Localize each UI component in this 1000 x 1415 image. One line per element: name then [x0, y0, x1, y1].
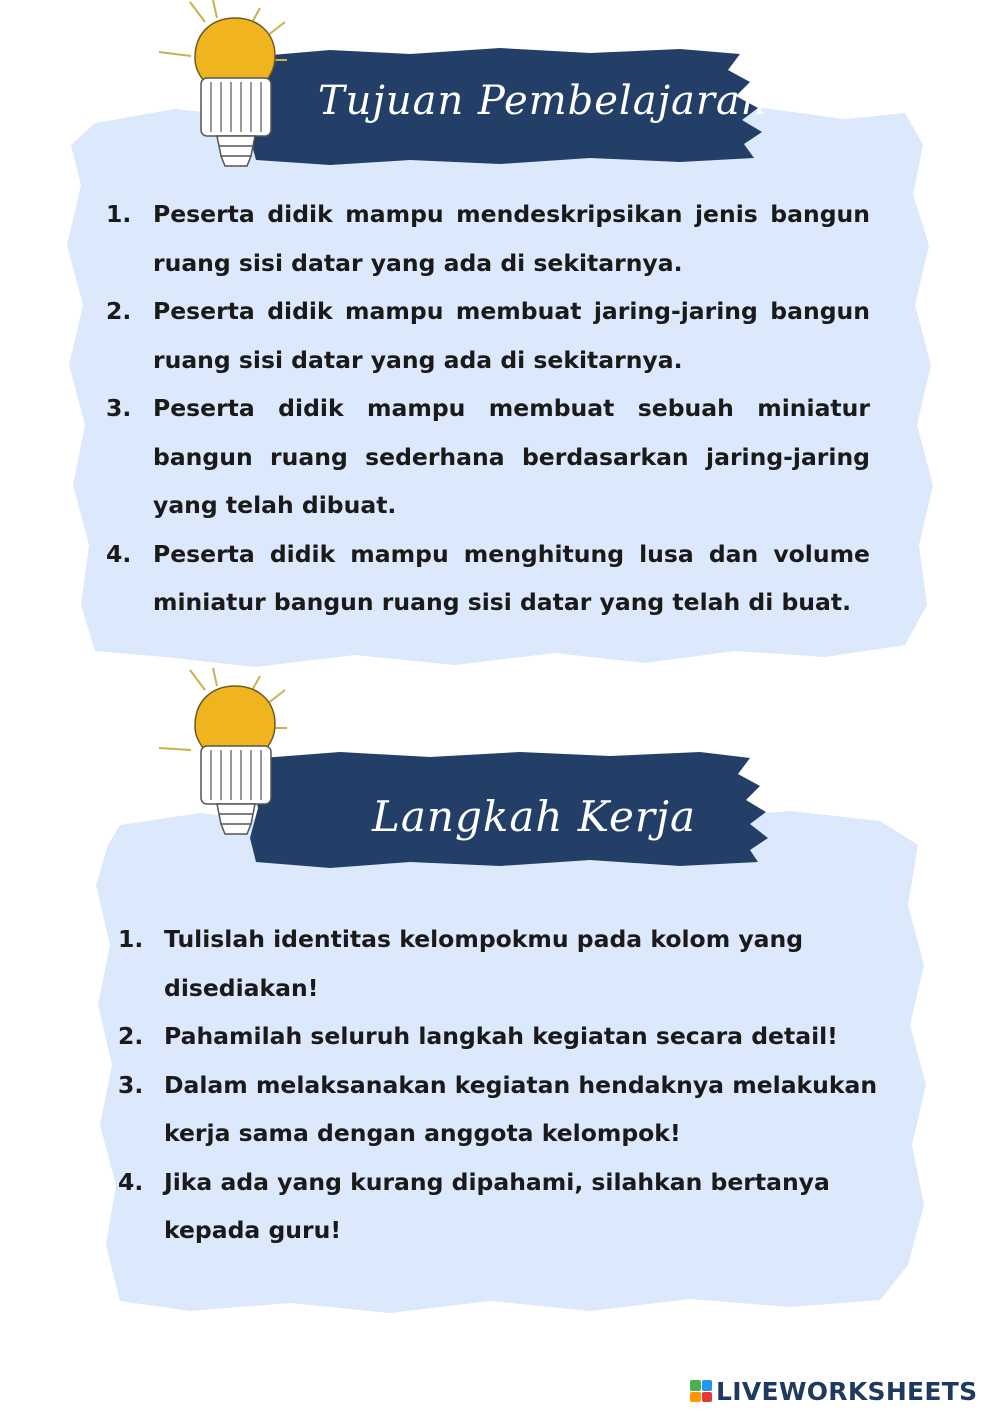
light-bulb-icon — [155, 0, 290, 175]
item-number: 1. — [118, 925, 144, 953]
learning-objectives-list — [106, 190, 870, 627]
section2-title: Langkah Kerja — [372, 792, 697, 841]
item-text: Peserta didik mampu membuat jaring-jaring bangun ruang sisi datar yang ada di sekitarnya. — [153, 297, 870, 374]
list-item — [118, 1061, 878, 1158]
item-text: Dalam melaksanakan kegiatan hendaknya melakukan kerja sama dengan anggota kelompok! — [164, 1070, 878, 1147]
item-number: 2. — [106, 297, 132, 325]
list-item — [118, 1158, 878, 1255]
list-item — [106, 530, 870, 627]
item-number: 1. — [106, 200, 132, 228]
item-text: Pahamilah seluruh langkah kegiatan secara detail! — [164, 1022, 838, 1050]
item-text: Peserta didik mampu membuat sebuah miniatur bangun ruang sederhana berdasarkan jaring-jaring yang telah dibuat. — [153, 394, 870, 519]
liveworksheets-logo[interactable] — [690, 1376, 977, 1406]
item-text: Jika ada yang kurang dipahami, silahkan bertanya kepada guru! — [164, 1167, 830, 1244]
list-item — [118, 1012, 878, 1061]
work-steps-list — [118, 915, 878, 1255]
list-item — [106, 384, 870, 530]
section1-title: Tujuan Pembelajaran — [318, 78, 768, 124]
list-item — [118, 915, 878, 1012]
item-number: 4. — [118, 1167, 144, 1196]
item-text: Tulislah identitas kelompokmu pada kolom yang disediakan! — [164, 925, 804, 1002]
item-text: Peserta didik mampu menghitung lusa dan volume miniatur bangun ruang sisi datar yang telah di buat. — [153, 539, 870, 616]
item-number: 4. — [106, 539, 132, 568]
list-item — [106, 287, 870, 384]
item-text: Peserta didik mampu mendeskripsikan jenis bangun ruang sisi datar yang ada di sekitarnya. — [153, 200, 870, 277]
item-number: 3. — [118, 1070, 144, 1099]
item-number: 3. — [106, 394, 132, 422]
light-bulb-icon — [155, 668, 290, 843]
logo-text: LIVEWORKSHEETS — [716, 1376, 978, 1406]
list-item — [106, 190, 870, 287]
item-number: 2. — [118, 1022, 144, 1050]
liveworksheets-logo-icon — [690, 1380, 712, 1402]
